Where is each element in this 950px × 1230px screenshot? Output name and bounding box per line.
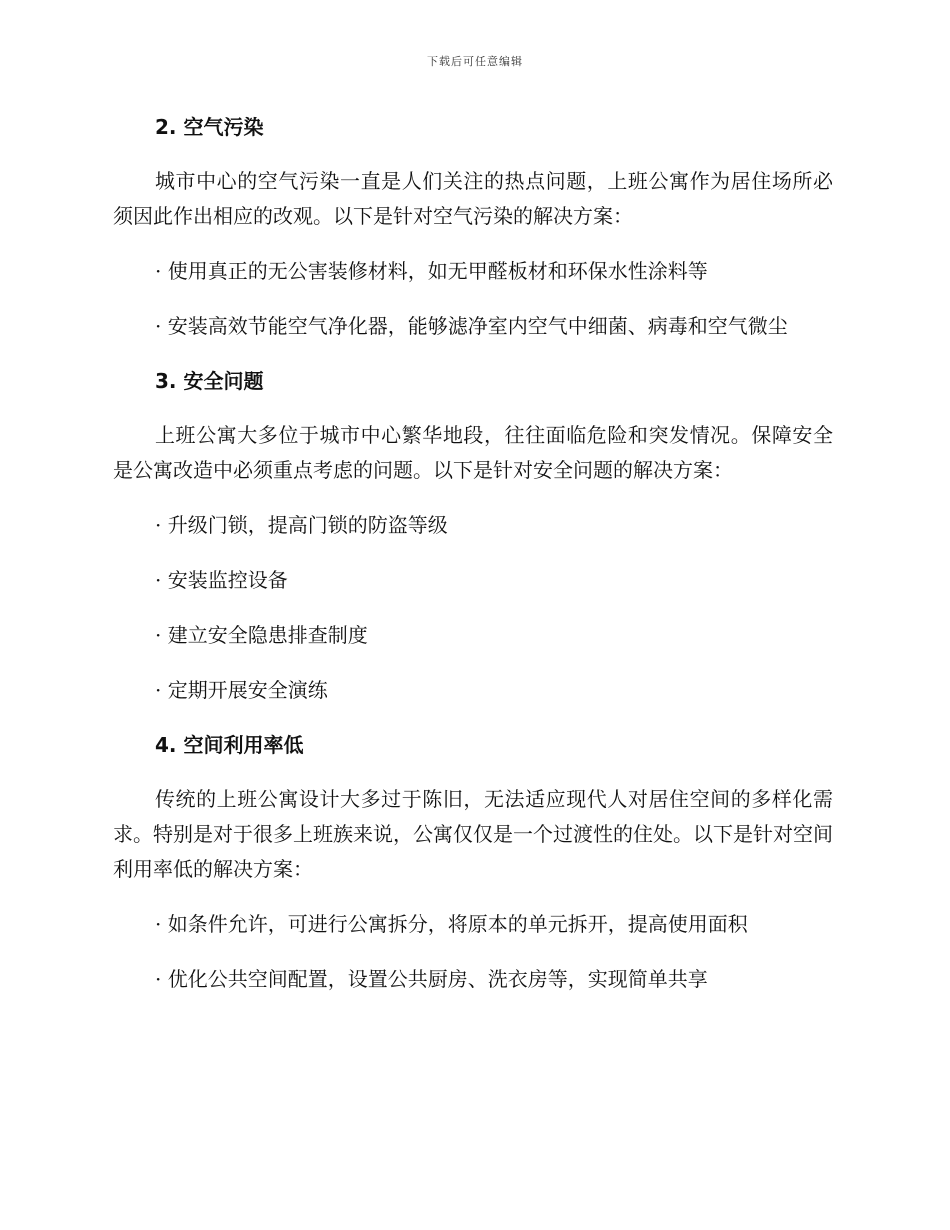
section-paragraph: 上班公寓大多位于城市中心繁华地段，往往面临危险和突发情况。保障安全是公寓改造中必须重点考虑的问题。以下是针对安全问题的解决方案：	[113, 423, 833, 482]
bullet-item: · 定期开展安全演练	[155, 678, 328, 702]
section-heading: 2. 空气污染	[155, 115, 264, 139]
bullet-item: · 安装监控设备	[155, 568, 288, 592]
section-safety	[113, 364, 833, 708]
section-heading: 4. 空间利用率低	[155, 733, 304, 757]
document-body	[113, 110, 833, 1017]
section-space-utilization	[113, 728, 833, 997]
bullet-item: · 安装高效节能空气净化器，能够滤净室内空气中细菌、病毒和空气微尘	[155, 314, 788, 338]
section-air-pollution	[113, 110, 833, 344]
section-heading: 3. 安全问题	[155, 369, 264, 393]
section-paragraph: 传统的上班公寓设计大多过于陈旧，无法适应现代人对居住空间的多样化需求。特别是对于很多上班族来说，公寓仅仅是一个过渡性的住处。以下是针对空间利用率低的解决方案：	[113, 787, 833, 881]
bullet-item: · 优化公共空间配置，设置公共厨房、洗衣房等，实现简单共享	[155, 967, 708, 991]
bullet-item: · 如条件允许，可进行公寓拆分，将原本的单元拆开，提高使用面积	[155, 912, 748, 936]
bullet-item: · 升级门锁，提高门锁的防盗等级	[155, 513, 448, 537]
bullet-item: · 建立安全隐患排查制度	[155, 623, 368, 647]
bullet-item: · 使用真正的无公害装修材料，如无甲醛板材和环保水性涂料等	[155, 259, 708, 283]
section-paragraph: 城市中心的空气污染一直是人们关注的热点问题，上班公寓作为居住场所必须因此作出相应的改观。以下是针对空气污染的解决方案：	[113, 169, 833, 228]
page-header: 下载后可任意编辑	[427, 55, 523, 68]
